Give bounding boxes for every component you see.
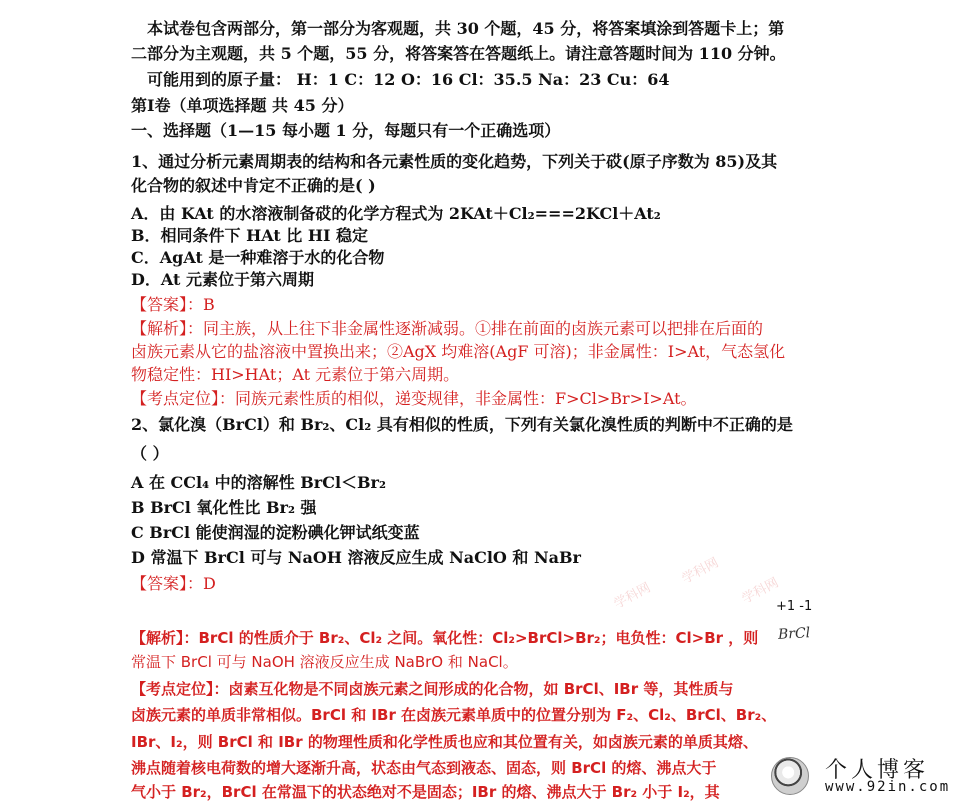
q2-key-point-3: IBr、I₂，则 BrCl 和 IBr 的物理性质和化学性质也应和其位置有关，如卤族元素的单质其熔、 — [131, 733, 758, 751]
q2-key-point-1: 【考点定位】：卤素互化物是不同卤族元素之间形成的化合物，如 BrCl、IBr 等，其性质与 — [131, 680, 734, 698]
q2-analysis-1: 【解析】：BrCl 的性质介于 Br₂、Cl₂ 之间。氧化性：Cl₂>BrCl>Br₂；电负性：Cl>Br ，则 — [131, 629, 759, 647]
q2-key-point-4: 沸点随着核电荷数的增大逐渐升高，状态由气态到液态、固态，则 BrCl 的熔、沸点大于 — [131, 759, 717, 777]
q2-analysis-2: 常温下 BrCl 可与 NaOH 溶液反应生成 NaBrO 和 NaCl。 — [131, 653, 518, 671]
watermark: 学科网 — [679, 555, 722, 588]
q1-option-b: B．相同条件下 HAt 比 HI 稳定 — [131, 226, 369, 245]
q2-stem-2: （ ） — [131, 444, 169, 463]
q1-option-a: A．由 KAt 的水溶液制备砹的化学方程式为 2KAt＋Cl₂===2KCl＋At₂ — [131, 204, 661, 223]
intro-line-2: 二部分为主观题，共 5 个题，55 分，将答案答在答题纸上。请注意答题时间为 110 分钟。 — [131, 44, 786, 63]
q2-option-d: D 常温下 BrCl 可与 NaOH 溶液反应生成 NaClO 和 NaBr — [131, 548, 581, 567]
atomic-mass-line: 可能用到的原子量： H：1 C：12 O：16 Cl：35.5 Na：23 Cu：64 — [147, 70, 670, 89]
section-title: 第Ⅰ卷（单项选择题 共 45 分） — [131, 96, 354, 115]
oxidation-state-note: +1 -1 — [776, 599, 813, 614]
q1-key-point: 【考点定位】：同族元素性质的相似，递变规律，非金属性：F>Cl>Br>I>At。 — [131, 389, 697, 408]
q2-option-c: C BrCl 能使润湿的淀粉碘化钾试纸变蓝 — [131, 523, 420, 542]
q1-option-d: D．At 元素位于第六周期 — [131, 270, 314, 289]
watermark: 学科网 — [611, 580, 654, 613]
part-heading: 一、选择题（1—15 每小题 1 分，每题只有一个正确选项） — [131, 121, 561, 140]
blog-title: 个人博客 — [825, 758, 930, 783]
q1-stem-2: 化合物的叙述中肯定不正确的是( ) — [131, 176, 376, 195]
q2-option-a: A 在 CCl₄ 中的溶解性 BrCl＜Br₂ — [131, 473, 386, 492]
q1-answer: 【答案】：B — [131, 295, 215, 314]
avatar-icon — [771, 757, 809, 795]
q2-key-point-5: 气小于 Br₂，BrCl 在常温下的状态绝对不是固态；IBr 的熔、沸点大于 Br₂ 小于 I₂，其 — [131, 783, 720, 801]
q2-answer: 【答案】：D — [131, 574, 216, 593]
blog-logo — [761, 751, 971, 799]
q1-analysis-2: 卤族元素从它的盐溶液中置换出来；②AgX 均难溶(AgF 可溶)；非金属性：I>At，气态氢化 — [131, 342, 786, 361]
watermark: 学科网 — [739, 575, 782, 608]
q2-option-b: B BrCl 氧化性比 Br₂ 强 — [131, 498, 317, 517]
q2-stem-1: 2、氯化溴（BrCl）和 Br₂、Cl₂ 具有相似的性质，下列有关氯化溴性质的判断中不正确的是 — [131, 415, 793, 434]
handwritten-brcl-note: BrCl — [777, 625, 811, 643]
q1-stem-1: 1、通过分析元素周期表的结构和各元素性质的变化趋势，下列关于砹(原子序数为 85)及其 — [131, 152, 778, 171]
q1-analysis-3: 物稳定性：HI>HAt；At 元素位于第六周期。 — [131, 365, 460, 384]
intro-line-1: 本试卷包含两部分，第一部分为客观题，共 30 个题，45 分，将答案填涂到答题卡上；第 — [147, 19, 785, 38]
q1-option-c: C．AgAt 是一种难溶于水的化合物 — [131, 248, 385, 267]
q1-analysis-1: 【解析】：同主族，从上往下非金属性逐渐减弱。①排在前面的卤族元素可以把排在后面的 — [131, 319, 764, 338]
blog-url: www.92in.com — [825, 779, 951, 795]
q2-key-point-2: 卤族元素的单质非常相似。BrCl 和 IBr 在卤族元素单质中的位置分别为 F₂、Cl₂、BrCl、Br₂、 — [131, 706, 777, 724]
